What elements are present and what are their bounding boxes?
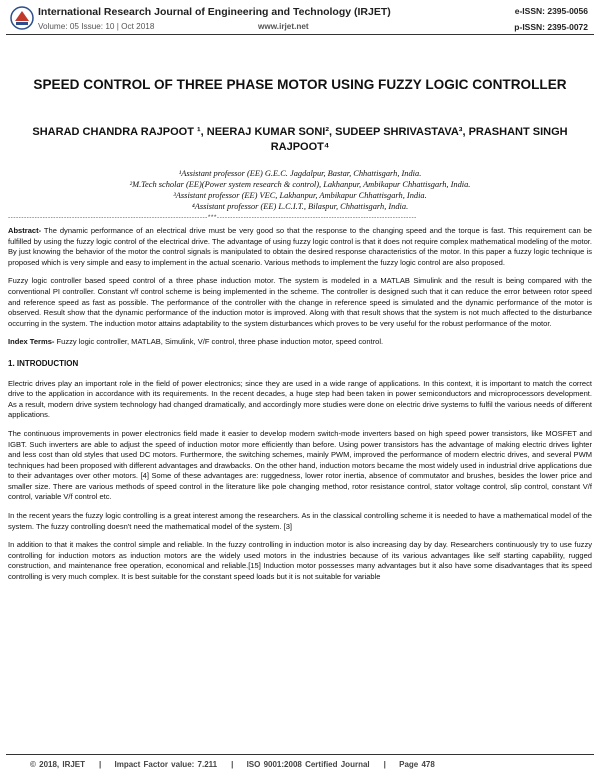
header-divider bbox=[6, 34, 594, 35]
e-issn: e-ISSN: 2395-0056 bbox=[514, 6, 588, 16]
journal-name: International Research Journal of Engineering and Technology (IRJET) bbox=[38, 6, 391, 18]
affiliations bbox=[30, 168, 570, 212]
intro-paragraph-4: In addition to that it makes the control simple and reliable. In the fuzzy controlling in induction motor is also increasing day by day. Researchers continuously try to use fuzzy controlling for induction motors as induction motors are the widely used motors in the industries because of its various advantages like self starting capability, rugged construction, and maintenance free operation, economical and reliable.[15] Induction motor possesses many advantages but it also have some disadvantages that its speed controlling is very much complex. It is best suitable for the constant speed loads but it is not suitable for variable bbox=[8, 540, 592, 582]
affiliation-3: ³Assistant professor (EE) VEC, Lakhanpur, Ambikapur Chhattisgarh, India. bbox=[173, 191, 427, 200]
affiliation-2: ²M.Tech scholar (EE)(Power system research & control), Lakhanpur, Ambikapur Chhattisgarh, India. bbox=[129, 180, 471, 189]
affiliation-4: ⁴Assistant professor (EE) L.C.I.T., Bilaspur, Chhattisgarh, India. bbox=[191, 202, 409, 211]
paper-body bbox=[8, 226, 592, 591]
page-footer: © 2018, IRJET | Impact Factor value: 7.211 | ISO 9001:2008 Certified Journal | Page 478 bbox=[30, 760, 435, 769]
author-list: SHARAD CHANDRA RAJPOOT ¹, NEERAJ KUMAR SONI², SUDEEP SHRIVASTAVA³, PRASHANT SINGH RAJPOOT⁴ bbox=[32, 126, 568, 153]
p-issn: p-ISSN: 2395-0072 bbox=[514, 22, 588, 32]
footer-page-number: Page 478 bbox=[399, 760, 435, 769]
index-terms bbox=[8, 337, 592, 348]
intro-paragraph-1: Electric drives play an important role in the field of power electronics; since they are used in a wide range of applications. In this context, it is important to match the correct drive to the application in accordance with its requirements. In the recent decades, a huge step had been taken in power semiconductors and microprocessors development. As a result, modern drive system technology had changed dramatically, and accordingly more studies were done on electric drive systems to fulfil the various needs of different applications. bbox=[8, 378, 592, 420]
index-terms-heading: Index Terms- bbox=[8, 337, 55, 347]
footer-iso: ISO 9001:2008 Certified Journal bbox=[246, 760, 370, 769]
abstract-paragraph bbox=[8, 226, 592, 268]
irjet-logo-icon bbox=[10, 6, 34, 30]
abstract-heading: Abstract- bbox=[8, 226, 42, 235]
section-heading-introduction: 1. INTRODUCTION bbox=[8, 358, 79, 368]
footer-divider bbox=[6, 754, 594, 755]
abstract-paragraph-2: Fuzzy logic controller based speed control of a three phase induction motor. The system is modeled in a MATLAB Simulink and the result is being compared with the conventional PI controller. Constant v/f control scheme is being implemented in the scheme. The controller is designed such that it can reduce the error between rotor speed and reference speed as fast as possible. The performance of the controller with the change in reference speed is simulated and the dynamic performance of the motor is observed. Result show that the dynamic performance of the induction motor is improved. Along with that result shows that the system is not much affected to the disturbance occurring in the system. The induction motor attains adaptability to the system disturbances which proves to be very useful for the robust performance of the motor. bbox=[8, 276, 592, 328]
intro-paragraph-2: The continuous improvements in power electronics field made it easier to develop modern switch-mode inverters based on high speed power transistors, like MOSFET and IGBT. Such inverters are able to adjust the speed of induction motor more efficiently than before. Using power transistors has the advantage of making electric drives lighter and less cost than old styles that used DC motors. Furthermore, the switching schemes, mainly PWM, improved the performance of modern electric drives, and several PWM techniques had been proposed with different advantages and drawbacks. On the other hand, induction motors became the most widely used in industrial drive applications due to their advantages over other motors. [4] Some of these advantages are: ruggedness, lower rotor inertia, absence of commutator and brushes, besides the lower price and smaller size. There are various methods of speed control in the literature like pole changing method, rotor resistance control, stator voltage control, slip control, constant V/f control, variable V/f control etc. bbox=[8, 428, 592, 502]
index-terms-text: Fuzzy logic controller, MATLAB, Simulink, V/F control, three phase induction motor, speed control. bbox=[54, 337, 384, 347]
volume-issue: Volume: 05 Issue: 10 | Oct 2018 bbox=[38, 22, 155, 31]
footer-copyright: © 2018, IRJET bbox=[30, 760, 86, 769]
paper-title: SPEED CONTROL OF THREE PHASE MOTOR USING FUZZY LOGIC CONTROLLER bbox=[33, 77, 567, 92]
footer-impact-factor: Impact Factor value: 7.211 bbox=[114, 760, 218, 769]
journal-website[interactable]: www.irjet.net bbox=[258, 22, 309, 31]
affiliation-1: ¹Assistant professor (EE) G.E.C. Jagdalpur, Bastar, Chhattisgarh, India. bbox=[178, 169, 422, 178]
section-separator: ---------------------------------------------------------------------------***--------------------------------------------------------------------------- bbox=[8, 214, 417, 221]
intro-paragraph-3: In the recent years the fuzzy logic controlling is a great interest among the researchers. As in the classical controlling scheme it is needed to have a mathematical model of the system. The fuzzy controlling doesn't need the mathematical model of the system. [3] bbox=[8, 511, 592, 531]
abstract-text: The dynamic performance of an electrical drive must be very good so that the response to the changing speed and the torque is fast. This requirement can be fulfilled by using the fuzzy logic control of the electrical drive. The advantage of using fuzzy logic control is that it does not require complex mathematical modeling of the motor. By just knowing the behavior of the motor the control signals is manipulated to obtain the desired response characteristics of the motor. In this paper a fuzzy logic technique is proposed which is very simple and easy to implement in the actual scenario. Various methods to implement the fuzzy logic control are also proposed. bbox=[8, 226, 592, 267]
